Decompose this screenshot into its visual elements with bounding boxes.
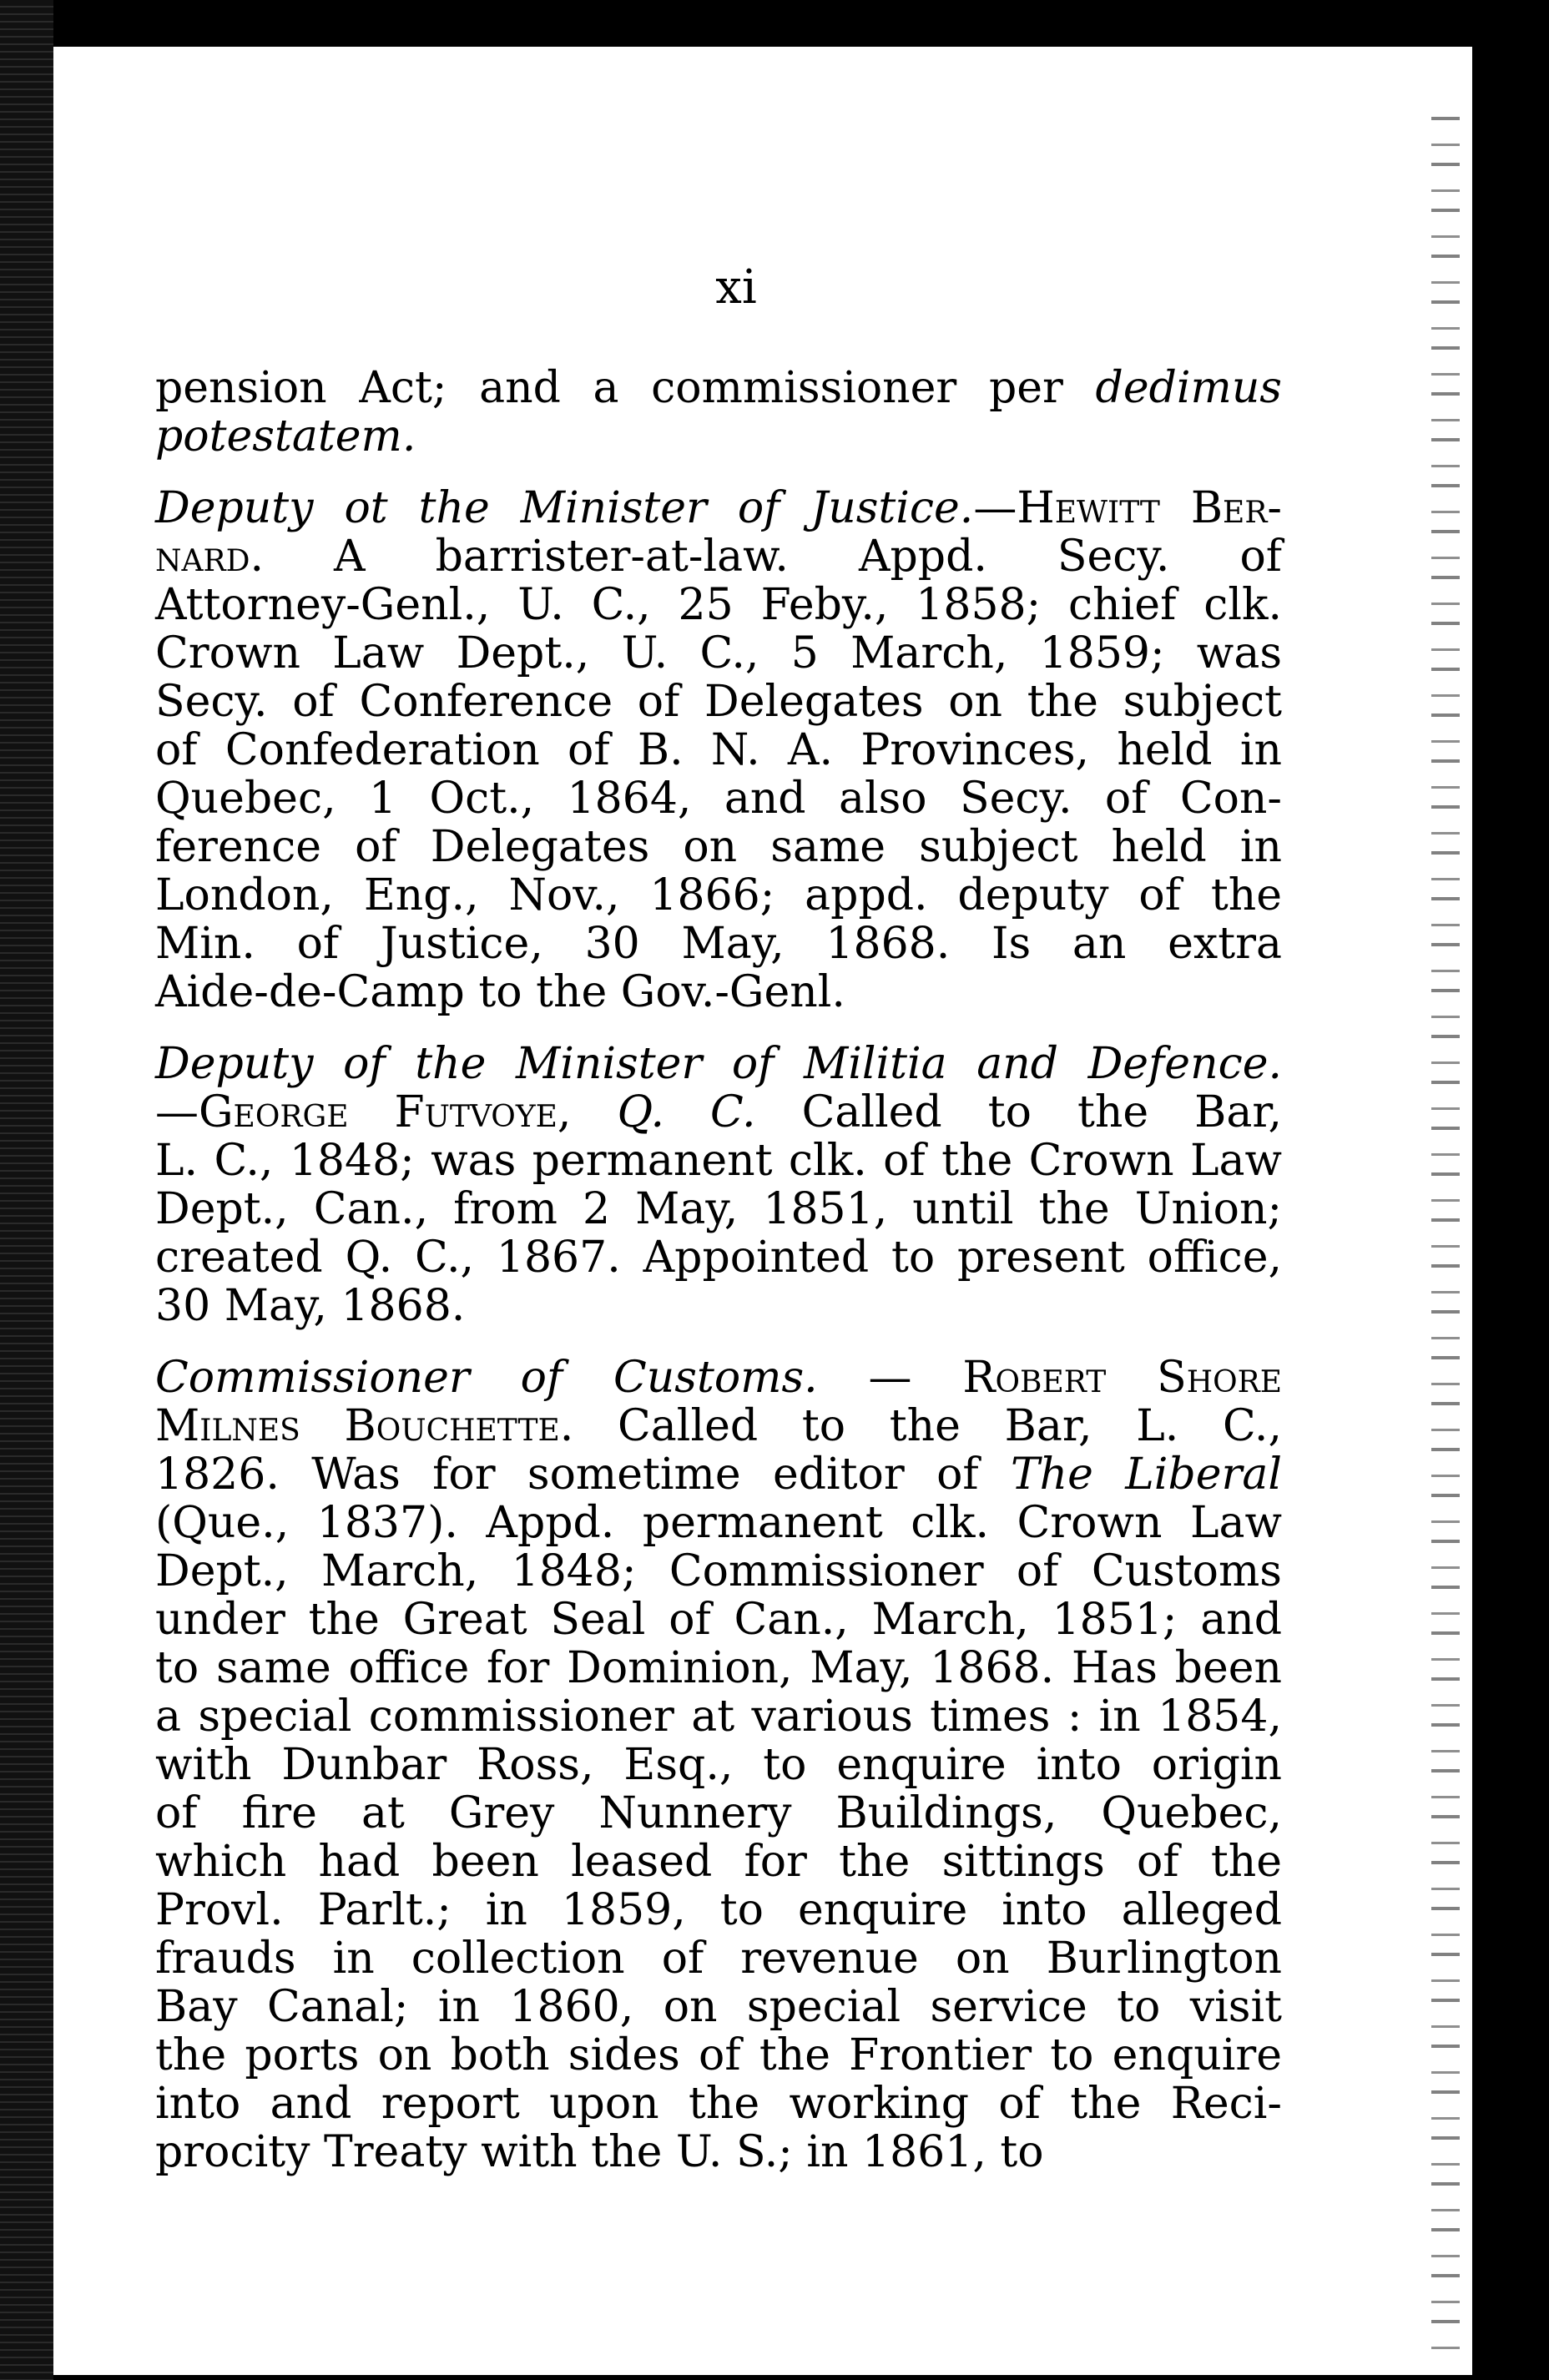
italic-text: dedimus <box>1095 363 1282 413</box>
text-run: with Dunbar Ross, Esq., to enquire into origin <box>155 1740 1282 1790</box>
page-edge-texture <box>1431 100 1460 2353</box>
text-line <box>155 1547 1282 1596</box>
text-line <box>155 774 1282 823</box>
text-run: to same office for Dominion, May, 1868. Has been <box>155 1643 1282 1693</box>
entry-paragraph <box>155 484 1282 1016</box>
text-line <box>155 2031 1282 2080</box>
text-line <box>155 2128 1282 2176</box>
text-run: — <box>973 483 1017 533</box>
text-run: Quebec, 1 Oct., 1864, and also Secy. of Con- <box>155 774 1282 824</box>
text-run: Min. of Justice, 30 May, 1868. Is an extra <box>155 919 1282 969</box>
page-body-text <box>155 364 1282 2176</box>
text-line <box>155 726 1282 774</box>
text-run: London, Eng., Nov., 1866; appd. deputy of the <box>155 870 1282 920</box>
text-run: Secy. of Conference of Delegates on the subject <box>155 677 1282 727</box>
text-line <box>155 1137 1282 1185</box>
entry-paragraph <box>155 1354 1282 2176</box>
text-line <box>155 2080 1282 2128</box>
text-line <box>155 871 1282 920</box>
text-run: Dept., March, 1848; Commissioner of Customs <box>155 1546 1282 1596</box>
text-line <box>155 1886 1282 1934</box>
text-run: Dept., Can., from 2 May, 1851, until the Union; <box>155 1184 1282 1234</box>
italic-text: Deputy of the Minister of Militia and Defence. <box>155 1039 1282 1089</box>
text-run: frauds in collection of revenue on Burlington <box>155 1934 1282 1984</box>
text-line <box>155 1499 1282 1547</box>
book-spine-edge <box>0 0 53 2380</box>
text-run: Crown Law Dept., U. C., 5 March, 1859; was <box>155 628 1282 678</box>
text-run: Called to the Bar, L. C., <box>573 1401 1282 1451</box>
text-line <box>155 532 1282 581</box>
text-line <box>155 1185 1282 1233</box>
paragraph-gap <box>155 461 1282 484</box>
text-line <box>155 484 1282 532</box>
text-line <box>155 1282 1282 1330</box>
text-run: Attorney-Genl., U. C., 25 Feby., 1858; chief clk. <box>155 580 1282 630</box>
text-line <box>155 968 1282 1016</box>
italic-text: Commissioner of Customs. <box>155 1353 818 1403</box>
italic-text: potestatem. <box>155 411 416 461</box>
text-line <box>155 1596 1282 1644</box>
text-run: A barrister-at-law. Appd. Secy. of <box>264 532 1282 582</box>
text-run: created Q. C., 1867. Appointed to present office, <box>155 1233 1282 1283</box>
text-line <box>155 1402 1282 1450</box>
text-line <box>155 1088 1282 1137</box>
text-run: which had been leased for the sittings of the <box>155 1837 1282 1887</box>
text-line <box>155 581 1282 629</box>
text-run: 1826. Was for sometime editor of <box>155 1450 1011 1500</box>
small-caps-name: nard. <box>155 532 264 582</box>
text-run <box>571 1087 617 1137</box>
text-line <box>155 1838 1282 1886</box>
paragraph-gap <box>155 1330 1282 1354</box>
small-caps-name: Milnes Bouchette. <box>155 1401 574 1451</box>
text-line <box>155 1934 1282 1983</box>
text-line <box>155 412 1282 461</box>
text-run: ference of Delegates on same subject held in <box>155 822 1282 872</box>
text-run: — <box>817 1353 963 1403</box>
text-line <box>155 1644 1282 1692</box>
text-line <box>155 1983 1282 2031</box>
entry-paragraph <box>155 364 1282 461</box>
text-run: a special commissioner at various times : in 1854, <box>155 1692 1282 1742</box>
text-run: — <box>155 1087 199 1137</box>
scan-border-top <box>0 0 1549 47</box>
text-run: pension Act; and a commissioner per <box>155 363 1096 413</box>
text-run: into and report upon the working of the Reci- <box>155 2079 1282 2129</box>
text-run: under the Great Seal of Can., March, 1851; and <box>155 1595 1282 1645</box>
text-run: Called to the Bar, <box>755 1087 1283 1137</box>
italic-text: Q. C. <box>617 1087 756 1137</box>
text-run: L. C., 1848; was permanent clk. of the Crown Law <box>155 1136 1282 1186</box>
text-line <box>155 364 1282 412</box>
small-caps-name: Robert Shore <box>962 1353 1282 1403</box>
text-line <box>155 678 1282 726</box>
page-number: xi <box>715 260 757 315</box>
text-run: the ports on both sides of the Frontier to enquire <box>155 2030 1282 2080</box>
text-run: Provl. Parlt.; in 1859, to enquire into alleged <box>155 1885 1282 1935</box>
text-line <box>155 1233 1282 1282</box>
italic-text: The Liberal <box>1010 1450 1282 1500</box>
text-line <box>155 1450 1282 1499</box>
text-line <box>155 1692 1282 1741</box>
text-run: 30 May, 1868. <box>155 1281 466 1331</box>
text-run: Bay Canal; in 1860, on special service to visit <box>155 1982 1282 2032</box>
text-run: of fire at Grey Nunnery Buildings, Quebec, <box>155 1788 1282 1838</box>
entry-paragraph <box>155 1040 1282 1330</box>
small-caps-name: Hewitt Ber- <box>1017 483 1282 533</box>
text-line <box>155 1789 1282 1838</box>
text-line <box>155 1354 1282 1402</box>
text-line <box>155 1040 1282 1088</box>
text-run: of Confederation of B. N. A. Provinces, held in <box>155 725 1282 775</box>
text-run: procity Treaty with the U. S.; in 1861, to <box>155 2127 1044 2177</box>
small-caps-name: George Futvoye, <box>199 1087 572 1137</box>
text-line <box>155 629 1282 678</box>
text-run: Aide-de-Camp to the Gov.-Genl. <box>155 967 845 1017</box>
italic-text: Deputy ot the Minister of Justice. <box>155 483 974 533</box>
scan-border-right <box>1472 0 1549 2380</box>
text-line <box>155 920 1282 968</box>
text-run: (Que., 1837). Appd. permanent clk. Crown Law <box>155 1498 1282 1548</box>
paragraph-gap <box>155 1016 1282 1040</box>
text-line <box>155 1741 1282 1789</box>
text-line <box>155 823 1282 871</box>
